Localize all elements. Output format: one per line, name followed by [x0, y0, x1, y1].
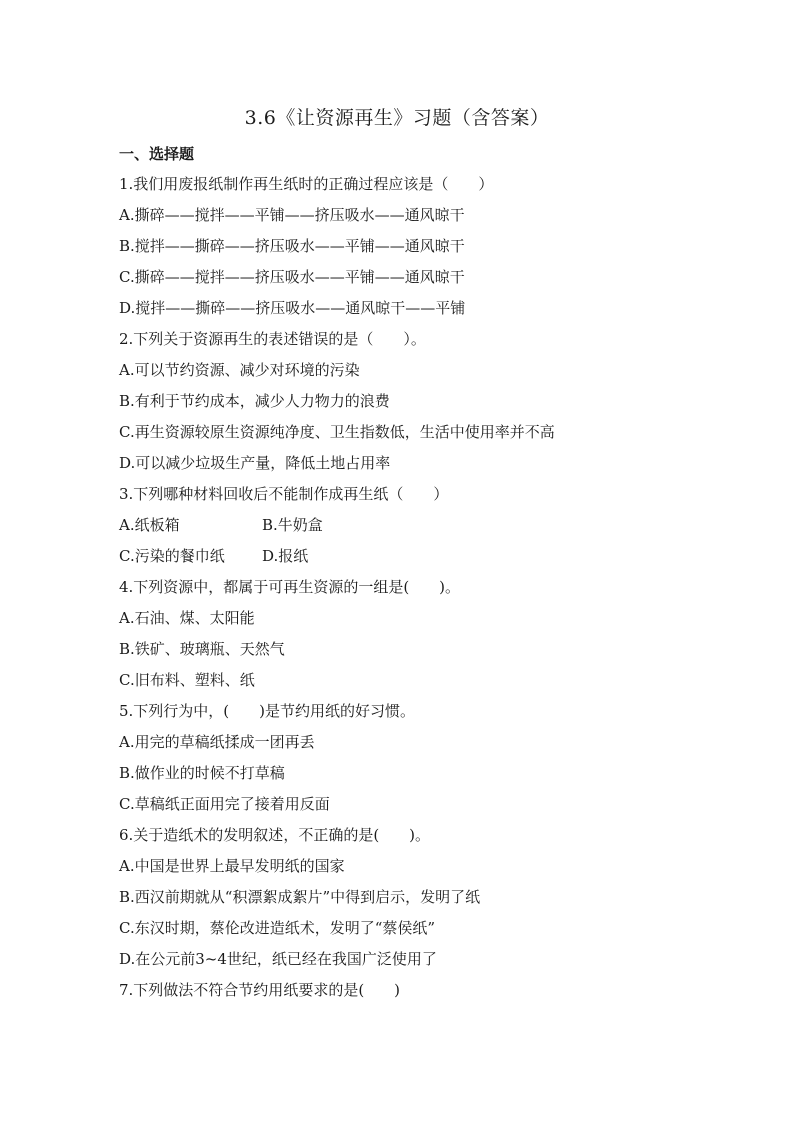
question-5-option-c: C.草稿纸正面用完了接着用反面 [119, 795, 330, 813]
question-2-option-d: D.可以减少垃圾生产量，降低土地占用率 [119, 454, 391, 472]
question-3-option-c: C.污染的餐巾纸 [119, 547, 225, 565]
question-3-stem: 3.下列哪种材料回收后不能制作成再生纸（ ） [119, 485, 449, 503]
question-6-option-b: B.西汉前期就从“积漂絮成絮片”中得到启示，发明了纸 [119, 888, 481, 906]
question-4-option-a: A.石油、煤、太阳能 [119, 609, 255, 627]
question-4-option-c: C.旧布料、塑料、纸 [119, 671, 255, 689]
question-3-option-row-2 [119, 543, 699, 574]
question-1-option-b: B.搅拌——撕碎——挤压吸水——平铺——通风晾干 [119, 237, 465, 255]
section-heading: 一、选择题 [119, 145, 195, 163]
question-list [119, 171, 699, 1008]
question-6-option-c: C.东汉时期，蔡伦改进造纸术，发明了“蔡侯纸” [119, 919, 436, 937]
question-1-option-c: C.撕碎——搅拌——挤压吸水——平铺——通风晾干 [119, 268, 465, 286]
question-3-option-a: A.纸板箱 [119, 516, 180, 534]
question-3-option-row-1 [119, 512, 699, 543]
question-5-option-b: B.做作业的时候不打草稿 [119, 764, 285, 782]
question-4-stem: 4.下列资源中，都属于可再生资源的一组是( )。 [119, 578, 461, 596]
document-title: 3.6《让资源再生》习题（含答案） [244, 107, 550, 129]
question-1-option-a: A.撕碎——搅拌——平铺——挤压吸水——通风晾干 [119, 206, 465, 224]
question-2-option-c: C.再生资源较原生资源纯净度、卫生指数低，生活中使用率并不高 [119, 423, 555, 441]
question-2-stem: 2.下列关于资源再生的表述错误的是（ ）。 [119, 330, 426, 348]
question-4-option-b: B.铁矿、玻璃瓶、天然气 [119, 640, 285, 658]
question-2-option-a: A.可以节约资源、减少对环境的污染 [119, 361, 360, 379]
question-3-option-d: D.报纸 [262, 547, 309, 565]
question-7-stem: 7.下列做法不符合节约用纸要求的是( ) [119, 981, 401, 999]
question-6-stem: 6.关于造纸术的发明叙述，不正确的是( )。 [119, 826, 431, 844]
question-1-option-d: D.搅拌——撕碎——挤压吸水——通风晾干——平铺 [119, 299, 466, 317]
question-5-stem: 5.下列行为中，( )是节约用纸的好习惯。 [119, 702, 416, 720]
question-6-option-a: A.中国是世界上最早发明纸的国家 [119, 857, 345, 875]
question-1-stem: 1.我们用废报纸制作再生纸时的正确过程应该是（ ） [119, 175, 494, 193]
question-3-option-b: B.牛奶盒 [262, 516, 323, 534]
question-5-option-a: A.用完的草稿纸揉成一团再丢 [119, 733, 315, 751]
question-2-option-b: B.有利于节约成本，减少人力物力的浪费 [119, 392, 390, 410]
question-6-option-d: D.在公元前3~4世纪，纸已经在我国广泛使用了 [119, 950, 437, 968]
